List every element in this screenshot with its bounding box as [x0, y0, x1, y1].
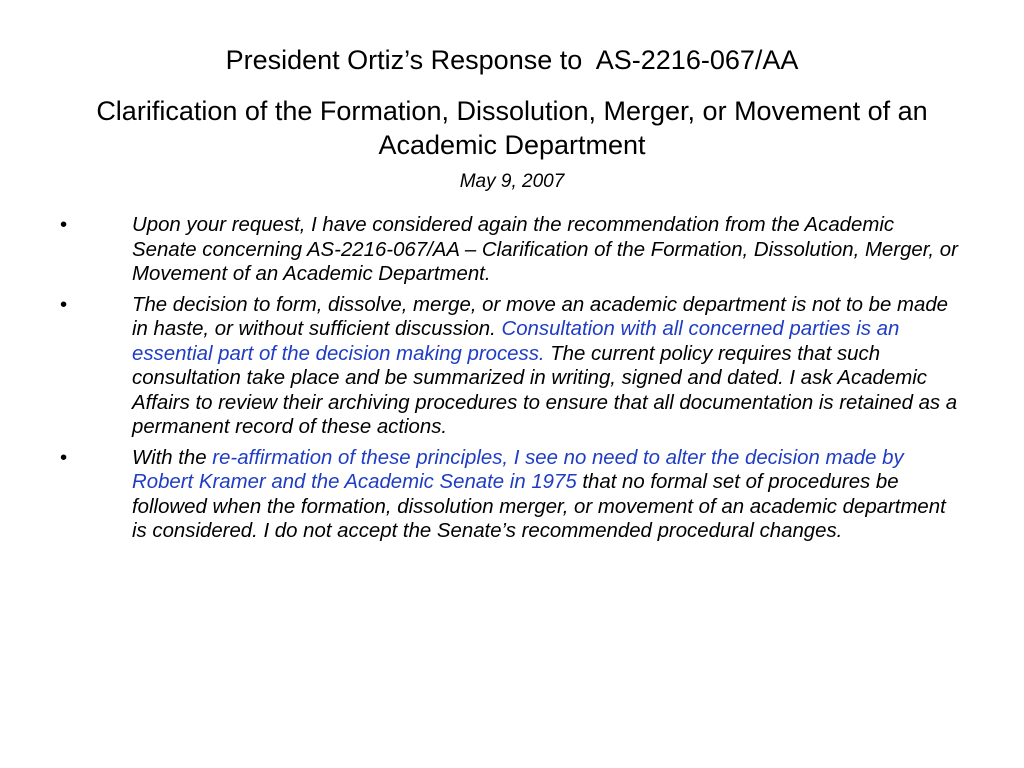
list-item: [60, 213, 960, 287]
title-block: [60, 44, 964, 194]
bullet-text: The decision to form, dissolve, merge, or move an academic department is not to be made in haste, or without sufficient discussion.: [132, 293, 949, 340]
document-date: May 9, 2007: [459, 171, 565, 192]
bullet-text: that no formal set of procedures be followed when the formation, dissolution merger, or movement of an academic department is considered. I do not accept the Senate’s recommended procedural changes.: [132, 471, 946, 542]
list-item: [60, 446, 960, 544]
list-item: [60, 293, 960, 440]
bullet-icon: •: [60, 446, 68, 469]
bullet-text: The current policy requires that such consultation take place and be summarized in writing, signed and dated. I ask Academic Affairs to review their archiving procedures to ensure that all documentation is retained as a permanent record of these actions.: [132, 342, 958, 438]
bullet-text: Upon your request, I have considered again the recommendation from the Academic Senate concerning AS-2216-067/AA – Clarification of the Formation, Dissolution, Merger, or Movement of an Academic Department.: [132, 214, 958, 285]
bullet-list: [60, 213, 960, 550]
page-subtitle: Clarification of the Formation, Dissolution, Merger, or Movement of an Academic Department: [96, 96, 928, 160]
bullet-highlight-text: Consultation with all concerned parties is an essential part of the decision making process.: [132, 318, 900, 365]
page-title: President Ortiz’s Response to AS-2216-067/AA: [225, 45, 799, 75]
bullet-text: With the: [132, 446, 213, 469]
bullet-icon: •: [60, 293, 68, 316]
bullet-highlight-text: re-affirmation of these principles, I see no need to alter the decision made by Robert Kramer and the Academic Senate in 1975: [132, 446, 904, 493]
bullet-icon: •: [60, 214, 68, 236]
